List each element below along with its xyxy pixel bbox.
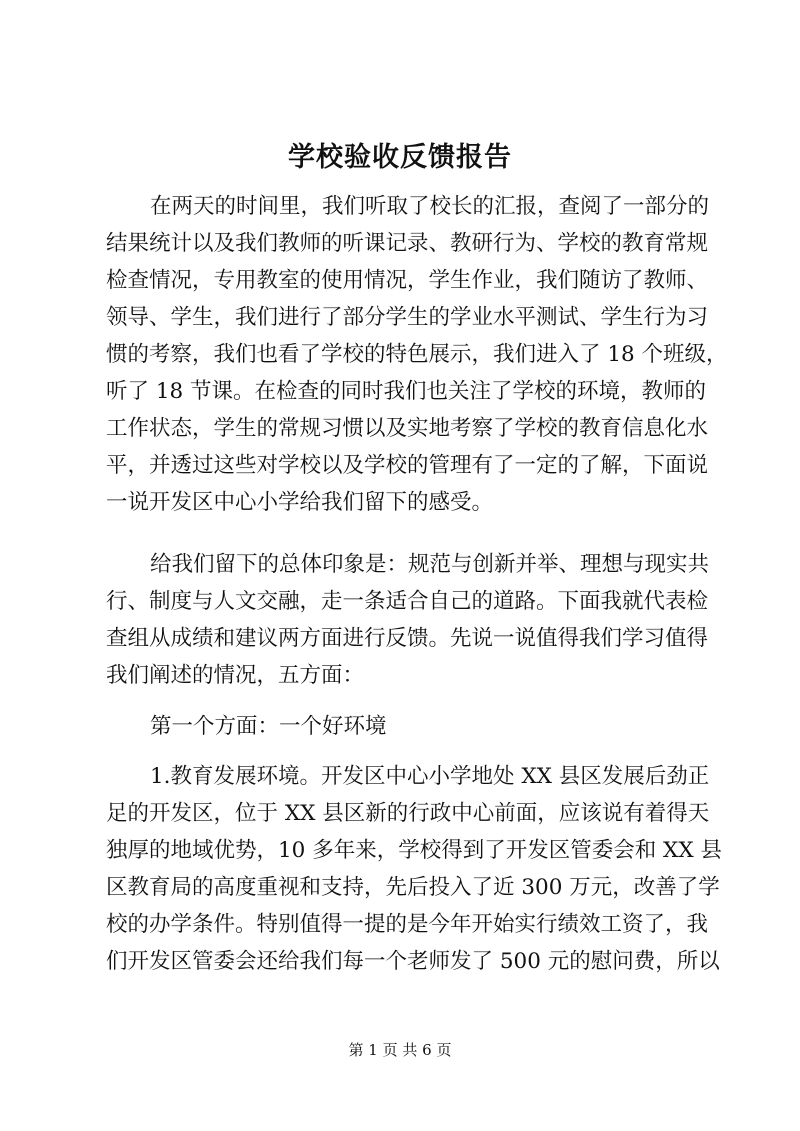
paragraph-1-line-4: 领导、学生，我们进行了部分学生的学业水平测试、学生行为习 xyxy=(106,305,709,330)
paragraph-1-line-2: 结果统计以及我们教师的听课记录、教研行为、学校的教育常规 xyxy=(106,231,709,256)
paragraph-1-line-3: 检查情况，专用教室的使用情况，学生作业，我们随访了教师、 xyxy=(106,268,709,293)
paragraph-1-line-9: 一说开发区中心小学给我们留下的感受。 xyxy=(106,490,494,515)
paragraph-2-line-3: 查组从成绩和建议两方面进行反馈。先说一说值得我们学习值得 xyxy=(106,626,709,651)
paragraph-4-line-5: 校的办学条件。特别值得一提的是今年开始实行绩效工资了，我 xyxy=(106,912,709,937)
page-footer: 第 1 页 共 6 页 xyxy=(348,1041,452,1059)
paragraph-2-line-4: 我们阐述的情况，五方面： xyxy=(106,663,365,688)
paragraph-1-line-1: 在两天的时间里，我们听取了校长的汇报，查阅了一部分的 xyxy=(150,194,710,219)
paragraph-4-line-3: 独厚的地域优势，10 多年来，学校得到了开发区管委会和 XX 县 xyxy=(106,838,722,863)
paragraph-4-line-2: 足的开发区，位于 XX 县区新的行政中心前面，应该说有着得天 xyxy=(106,801,710,826)
paragraph-1-line-6: 听了 18 节课。在检查的同时我们也关注了学校的环境，教师的 xyxy=(106,379,707,404)
page-title: 学校验收反馈报告 xyxy=(288,142,512,173)
paragraph-4-line-6: 们开发区管委会还给我们每一个老师发了 500 元的慰问费，所以 xyxy=(106,949,720,974)
section-heading: 第一个方面：一个好环境 xyxy=(150,714,387,739)
paragraph-1-line-8: 平，并透过这些对学校以及学校的管理有了一定的了解，下面说 xyxy=(106,453,709,478)
paragraph-2-line-1: 给我们留下的总体印象是：规范与创新并举、理想与现实共 xyxy=(150,552,710,577)
paragraph-4-line-1: 1.教育发展环境。开发区中心小学地处 XX 县区发展后劲正 xyxy=(150,764,710,789)
paragraph-4-line-4: 区教育局的高度重视和支持，先后投入了近 300 万元，改善了学 xyxy=(106,875,720,900)
paragraph-1-line-5: 惯的考察，我们也看了学校的特色展示，我们进入了 18 个班级， xyxy=(106,342,728,367)
paragraph-1-line-7: 工作状态，学生的常规习惯以及实地考察了学校的教育信息化水 xyxy=(106,416,709,441)
paragraph-2-line-2: 行、制度与人文交融，走一条适合自己的道路。下面我就代表检 xyxy=(106,589,709,614)
